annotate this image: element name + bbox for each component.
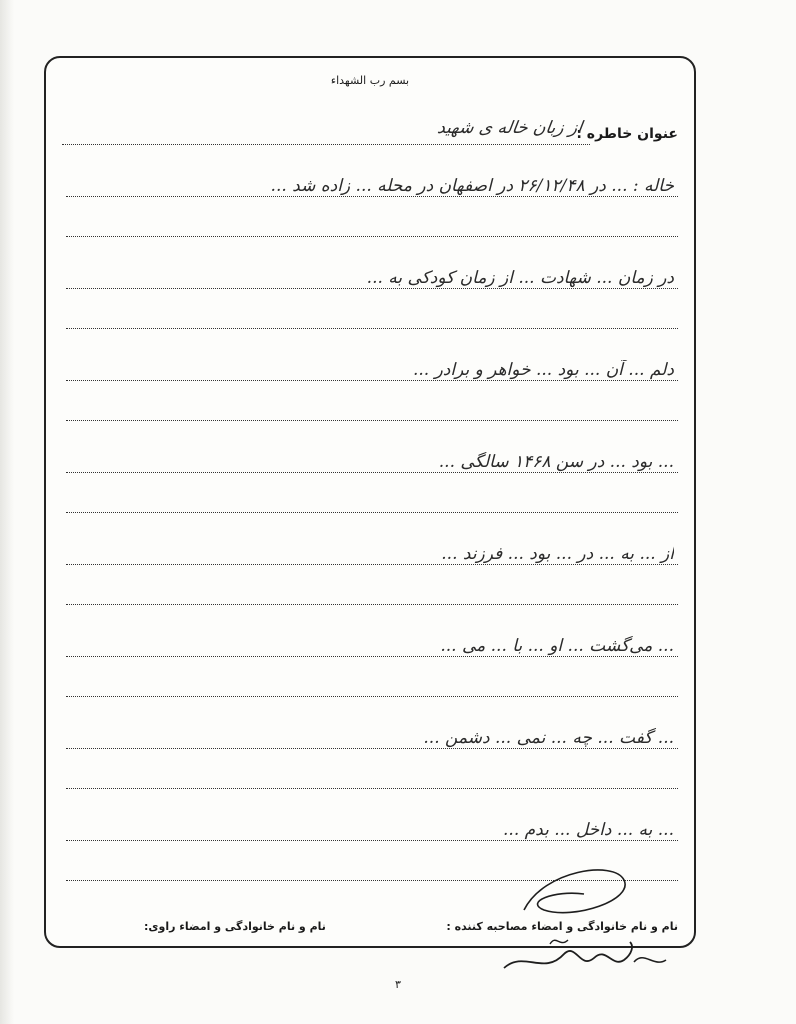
body-line-7: ... گفت ... چه ... نمی ... دشمن ... (423, 728, 674, 748)
ruled-line (66, 604, 678, 605)
body-line-6: ... می‌گشت ... او ... با ... می ... (440, 636, 674, 656)
ruled-line (66, 788, 678, 789)
interviewer-signature-label: نام و نام خانوادگی و امضاء مصاحبه کننده : (446, 920, 678, 933)
narrator-signature-label: نام و نام خانوادگی و امضاء راوی: (144, 920, 326, 933)
body-line-1: خاله : ... در ۲۶/۱۲/۴۸ در اصفهان در محله ... زاده شد ... (270, 176, 674, 196)
ruled-line (66, 288, 678, 289)
ruled-line (66, 564, 678, 565)
ruled-line (66, 328, 678, 329)
ruled-line (66, 512, 678, 513)
title-handwritten-value: از زبان خاله ی شهید (436, 118, 584, 138)
body-line-4: ... بود ... در سن ۱۴۶۸ سالگی ... (438, 452, 674, 472)
title-label: عنوان خاطره : (576, 126, 678, 142)
basmala-header: بسم رب الشهداء (330, 74, 410, 87)
ruled-line (66, 748, 678, 749)
body-line-8: ... به ... داخل ... بدم ... (503, 820, 674, 840)
signature-scribble (484, 850, 694, 990)
ruled-line (66, 236, 678, 237)
body-line-3: دلم ... آن ... بود ... خواهر و برادر ... (412, 360, 674, 380)
ruled-line (66, 656, 678, 657)
ruled-line (66, 420, 678, 421)
page-number: ۳ (395, 978, 401, 991)
ruled-line (66, 380, 678, 381)
page-edge-shadow (0, 0, 14, 1024)
body-line-5: از ... به ... در ... بود ... فرزند ... (441, 544, 674, 564)
memoir-form (44, 56, 696, 948)
ruled-line (66, 696, 678, 697)
title-ruled-line (62, 144, 590, 145)
ruled-line (66, 840, 678, 841)
ruled-line (66, 472, 678, 473)
ruled-line (66, 196, 678, 197)
body-line-2: در زمان ... شهادت ... از زمان کودکی به ... (366, 268, 674, 288)
